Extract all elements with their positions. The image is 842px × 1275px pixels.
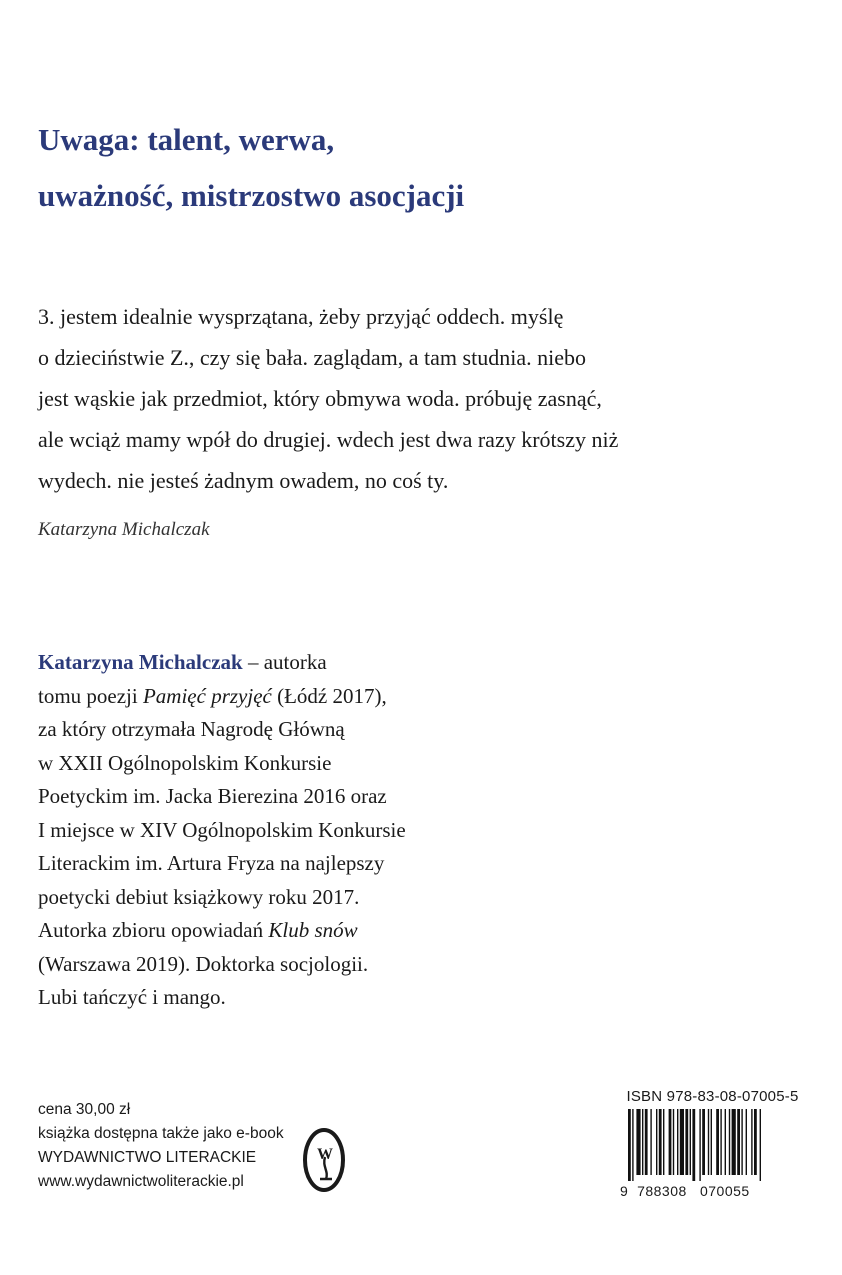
bio-line: Lubi tańczyć i mango. xyxy=(38,985,226,1009)
bio-line: tomu poezji Pamięć przyjęć (Łódź 2017), xyxy=(38,683,387,708)
bio-line: I miejsce w XIV Ogólnopolskim Konkursie xyxy=(38,817,406,842)
publisher-logo-icon xyxy=(302,1127,346,1193)
book-title: Pamięć przyjęć xyxy=(142,683,272,708)
bio-line: Autorka zbioru opowiadań Klub snów xyxy=(38,918,358,942)
poem-line: wydech. nie jesteś żadnym owadem, no coś ty. xyxy=(38,468,449,493)
ebook-note: książka dostępna także jako e-book xyxy=(38,1125,284,1142)
poem-line: ale wciąż mamy wpół do drugiej. wdech jest dwa razy krótszy niż xyxy=(38,427,619,452)
poem-excerpt xyxy=(38,296,818,501)
publisher-imprint xyxy=(38,1098,284,1194)
barcode-graphic xyxy=(620,1109,805,1181)
isbn-barcode xyxy=(620,1088,805,1199)
bio-line: Poetyckim im. Jacka Bierezina 2016 oraz xyxy=(38,784,387,808)
publisher-website: www.wydawnictwoliterackie.pl xyxy=(38,1173,244,1190)
poem-line: 3. jestem idealnie wysprzątana, żeby przyjąć oddech. myślę xyxy=(38,304,564,329)
headline-line-2: uważność, mistrzostwo asocjacji xyxy=(38,178,465,213)
barcode-digits: 9 788308 070055 xyxy=(620,1183,750,1199)
price-text: cena 30,00 zł xyxy=(38,1101,131,1118)
cover-headline xyxy=(38,112,464,224)
bio-line: w XXII Ogólnopolskim Konkursie xyxy=(38,750,332,775)
bio-line: (Warszawa 2019). Doktorka socjologii. xyxy=(38,951,369,976)
bio-line: poetycki debiut książkowy roku 2017. xyxy=(38,884,360,909)
headline-line-1: Uwaga: talent, werwa, xyxy=(38,122,335,157)
poem-line: o dzieciństwie Z., czy się bała. zaglądam, a tam studnia. niebo xyxy=(38,345,586,370)
poem-author: Katarzyna Michalczak xyxy=(38,519,210,540)
bio-line: Katarzyna Michalczak – autorka xyxy=(38,650,327,674)
book-title: Klub snów xyxy=(268,918,358,942)
isbn-label: ISBN 978-83-08-07005-5 xyxy=(626,1088,799,1105)
bio-author-name: Katarzyna Michalczak xyxy=(38,650,243,674)
bio-line: za który otrzymała Nagrodę Główną xyxy=(38,717,345,741)
svg-text:W: W xyxy=(317,1146,333,1163)
poem-line: jest wąskie jak przedmiot, który obmywa woda. próbuję zasnąć, xyxy=(38,386,602,411)
publisher-name: WYDAWNICTWO LITERACKIE xyxy=(38,1149,257,1166)
bio-line: Literackim im. Artura Fryza na najlepszy xyxy=(38,851,385,875)
author-bio xyxy=(38,646,508,1015)
